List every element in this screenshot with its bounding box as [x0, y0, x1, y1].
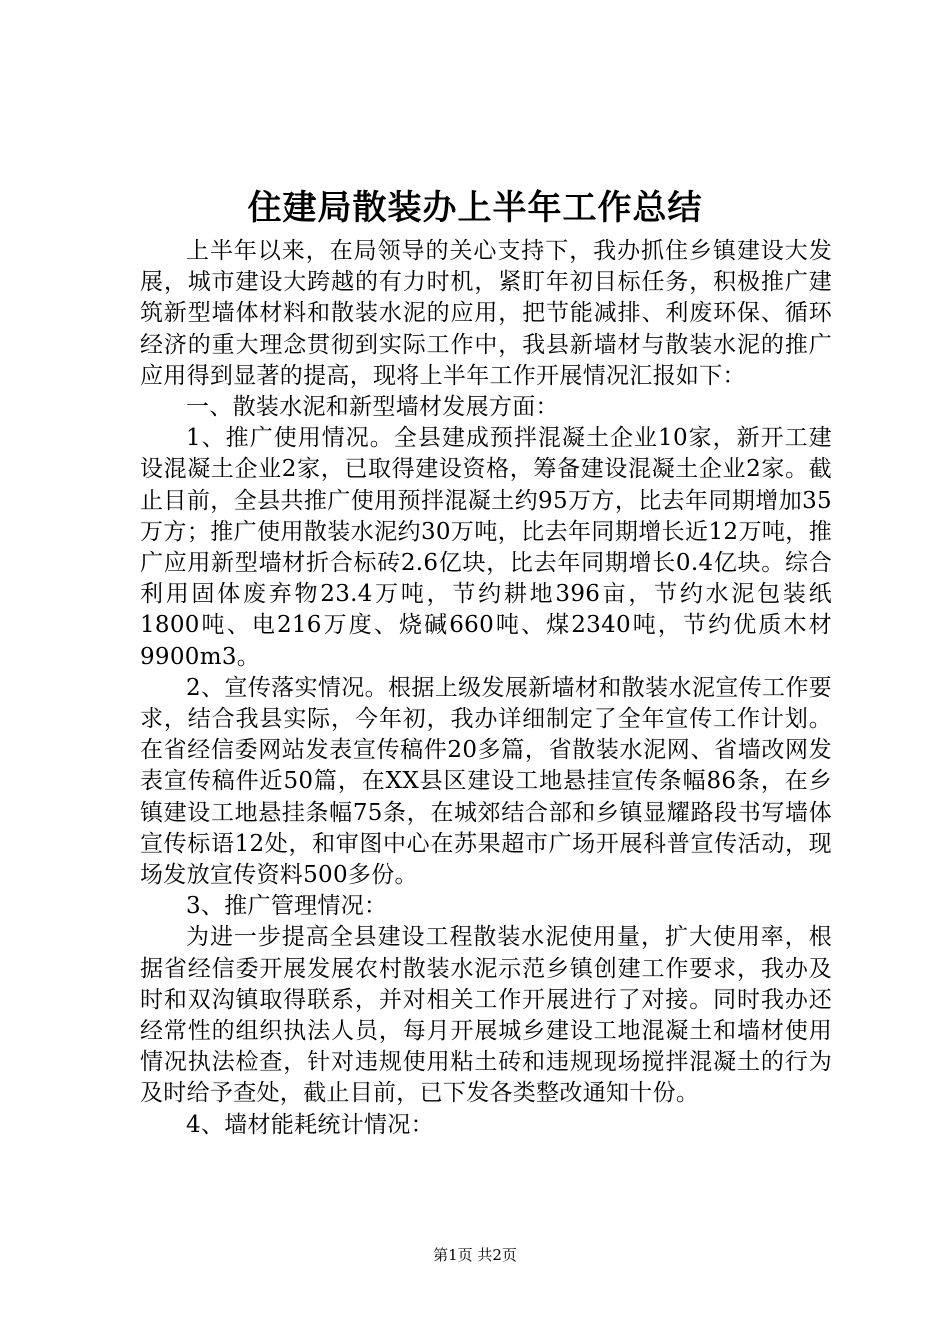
paragraph-management-heading: 3、推广管理情况： [186, 893, 388, 920]
page-footer: 第1页 共2页 [433, 1246, 517, 1264]
paragraph-usage: 1、推广使用情况。全县建成预拌混凝土企业10家，新开工建设混凝土企业2家，已取得建设资格，筹备建设混凝土企业2家。截止目前，全县共推广使用预拌混凝土约95万方，比去年同期增加35万方；推广使用散装水泥约30万吨，比去年同期增长近12万吨，推广应用新型墙材折合标砖2.6亿块，比去年同期增长0.4亿块。综合利用固体废弃物23.4万吨，节约耕地396亩，节约水泥包装纸1800吨、电216万度、烧碱660吨、煤2340吨，节约优质木材9900m3。 [140, 425, 832, 670]
paragraph-management: 为进一步提高全县建设工程散装水泥使用量，扩大使用率，根据省经信委开展发展农村散装水泥示范乡镇创建工作要求，我办及时和双沟镇取得联系，并对相关工作开展进行了对接。同时我办还经常性的组织执法人员，每月开展城乡建设工地混凝土和墙材使用情况执法检查，针对违规使用粘土砖和违规现场搅拌混凝土的行为及时给予查处，截止目前，已下发各类整改通知十份。 [140, 924, 832, 1107]
paragraph-section-heading: 一、散装水泥和新型墙材发展方面： [186, 394, 559, 421]
paragraph-energy-heading: 4、墙材能耗统计情况： [186, 1111, 434, 1138]
paragraph-intro: 上半年以来，在局领导的关心支持下，我办抓住乡镇建设大发展，城市建设大跨越的有力时机，紧盯年初目标任务，积极推广建筑新型墙体材料和散装水泥的应用，把节能减排、利废环保、循环经济的重大理念贯彻到实际工作中，我县新墙材与散装水泥的推广应用得到显著的提高，现将上半年工作开展情况汇报如下： [140, 238, 832, 389]
document-body [140, 236, 832, 1141]
document-title: 住建局散装办上半年工作总结 [247, 188, 703, 228]
paragraph-publicity: 2、宣传落实情况。根据上级发展新墙材和散装水泥宣传工作要求，结合我县实际，今年初，我办详细制定了全年宣传工作计划。在省经信委网站发表宣传稿件20多篇，省散装水泥网、省墙改网发表宣传稿件近50篇，在XX县区建设工地悬挂宣传条幅86条，在乡镇建设工地悬挂条幅75条，在城郊结合部和乡镇显耀路段书写墙体宣传标语12处，和审图中心在苏果超市广场开展科普宣传活动，现场发放宣传资料500多份。 [140, 674, 832, 889]
